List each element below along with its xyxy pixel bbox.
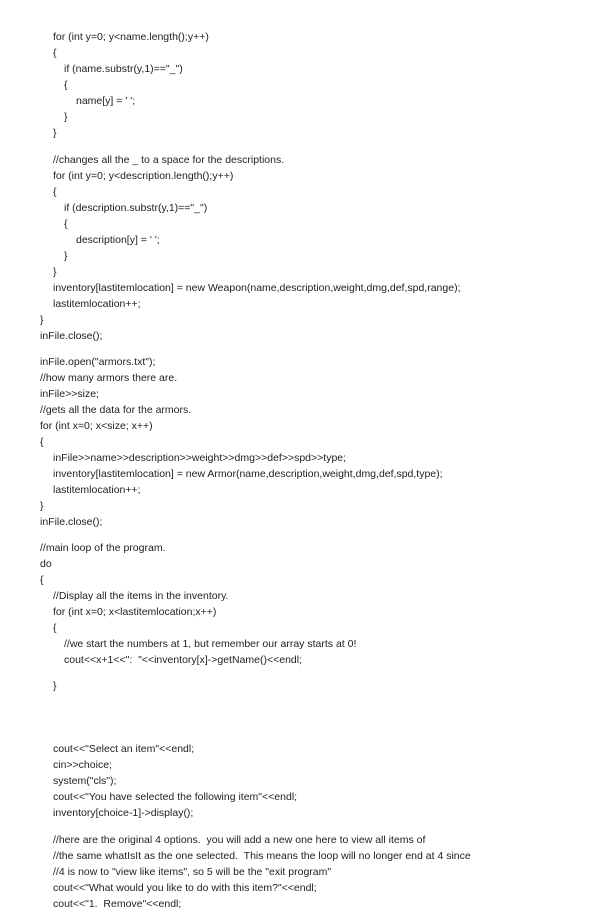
code-line: { [64,218,68,230]
code-line: inFile>>size; [40,388,99,400]
code-line: inFile.close(); [40,330,103,342]
code-line: } [53,127,57,139]
code-line: lastitemlocation++; [53,484,141,496]
code-line: //here are the original 4 options. you will add a new one here to view all items of [53,834,426,846]
code-line: //main loop of the program. [40,542,166,554]
code-line: //changes all the _ to a space for the descriptions. [53,154,285,166]
code-line: inventory[choice-1]->display(); [53,807,194,819]
code-line: cout<<"You have selected the following item"<<endl; [53,791,298,803]
code-line: system("cls"); [53,775,117,787]
code-line: //we start the numbers at 1, but remember our array starts at 0! [64,638,357,650]
code-line: { [64,79,68,91]
code-line: //Display all the items in the inventory. [53,590,229,602]
code-line: cout<<x+1<<": "<<inventory[x]->getName()<<endl; [64,654,303,666]
code-line: { [53,47,57,59]
code-line: inFile.open("armors.txt"); [40,356,156,368]
code-line: description[y] = ' '; [76,234,160,246]
code-line: cout<<"What would you like to do with this item?"<<endl; [53,882,317,894]
code-line: //the same whatIsIt as the one selected. This means the loop will no longer end at 4 since [53,850,471,862]
code-line: for (int y=0; y<name.length();y++) [53,31,209,43]
code-line: inFile.close(); [40,516,103,528]
code-line: cin>>choice; [53,759,112,771]
code-line: name[y] = ' '; [76,95,136,107]
code-line: //how many armors there are. [40,372,178,384]
code-line: { [53,186,57,198]
code-line: { [53,622,57,634]
code-line: inFile>>name>>description>>weight>>dmg>>def>>spd>>type; [53,452,347,464]
code-line: do [40,558,52,570]
code-line: cout<<"1. Remove"<<endl; [53,898,182,910]
code-line: } [40,500,44,512]
code-line: lastitemlocation++; [53,298,141,310]
code-line: for (int x=0; x<lastitemlocation;x++) [53,606,217,618]
code-line: //4 is now to "view like items", so 5 will be the "exit program" [53,866,332,878]
code-line: if (description.substr(y,1)=="_") [64,202,208,214]
code-line: cout<<"Select an item"<<endl; [53,743,195,755]
code-line: for (int y=0; y<description.length();y++) [53,170,234,182]
code-line: //gets all the data for the armors. [40,404,192,416]
code-line: } [53,266,57,278]
code-line: inventory[lastitemlocation] = new Armor(name,description,weight,dmg,def,spd,type); [53,468,443,480]
code-line: inventory[lastitemlocation] = new Weapon(name,description,weight,dmg,def,spd,range); [53,282,461,294]
code-line: } [64,250,68,262]
code-line: } [64,111,68,123]
code-line: { [40,436,44,448]
code-line: if (name.substr(y,1)=="_") [64,63,183,75]
code-line: { [40,574,44,586]
code-line: for (int x=0; x<size; x++) [40,420,153,432]
code-line: } [53,680,57,692]
code-line: } [40,314,44,326]
